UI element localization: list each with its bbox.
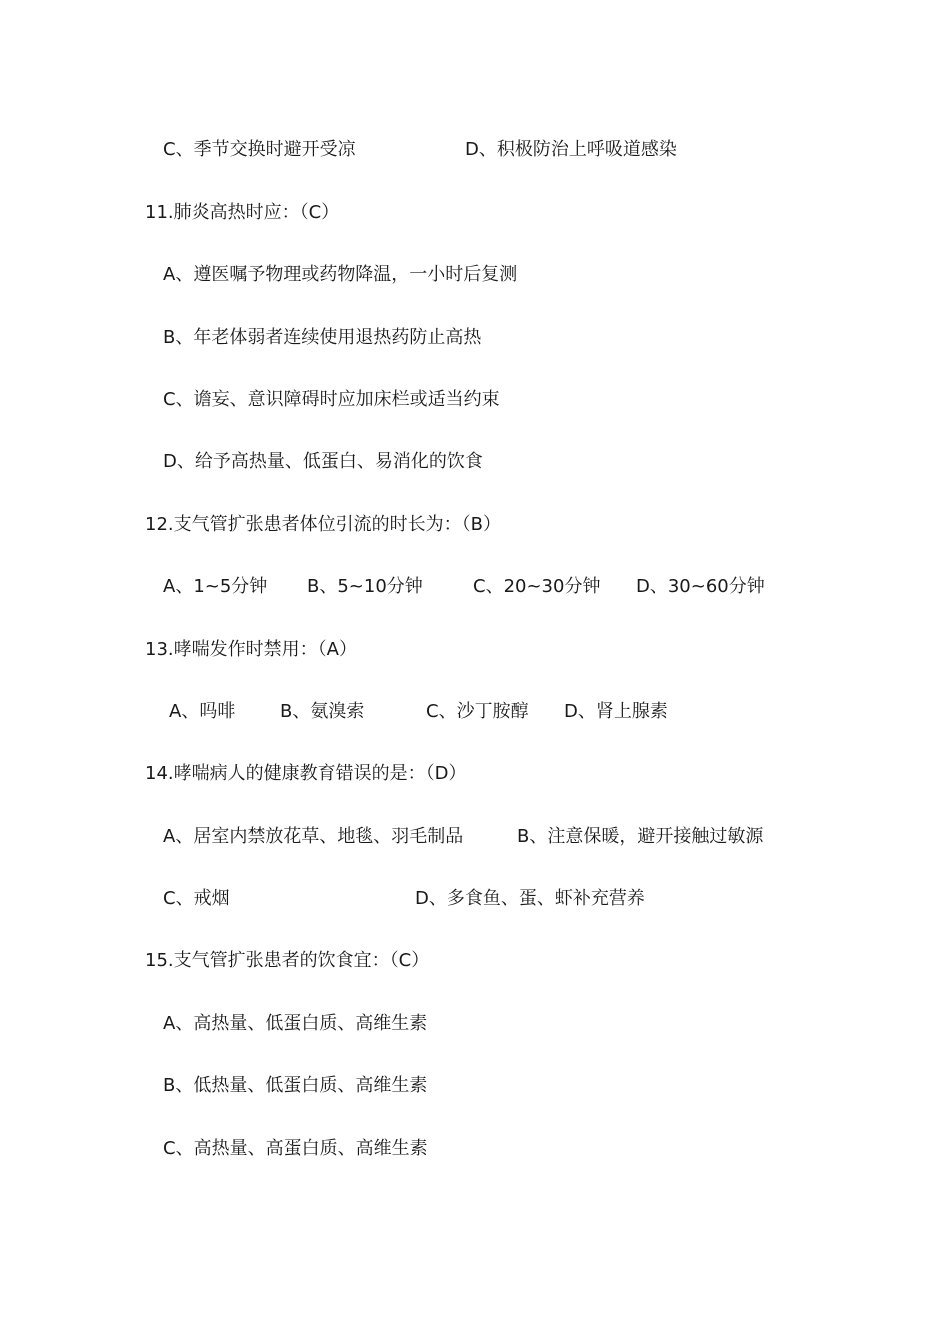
q15-option-c: C、高热量、高蛋白质、高维生素 xyxy=(163,1138,428,1159)
q12-option-d: D、30~60分钟 xyxy=(636,576,765,597)
q15-option-a: A、高热量、低蛋白质、高维生素 xyxy=(163,1013,428,1034)
q14-option-a: A、居室内禁放花草、地毯、羽毛制品 xyxy=(163,826,464,847)
q12-option-b: B、5~10分钟 xyxy=(307,576,423,597)
q13-option-d: D、肾上腺素 xyxy=(564,701,668,722)
q12-option-c: C、20~30分钟 xyxy=(473,576,601,597)
q13-option-b: B、氨溴索 xyxy=(280,701,365,722)
q14-option-d: D、多食鱼、蛋、虾补充营养 xyxy=(415,888,645,909)
q13-stem: 13.哮喘发作时禁用：（A） xyxy=(145,639,357,660)
q13-option-c: C、沙丁胺醇 xyxy=(426,701,529,722)
q11-option-d: D、给予高热量、低蛋白、易消化的饮食 xyxy=(163,451,483,472)
q15-option-b: B、低热量、低蛋白质、高维生素 xyxy=(163,1075,428,1096)
q12-option-a: A、1~5分钟 xyxy=(163,576,268,597)
q11-option-a: A、遵医嘱予物理或药物降温，一小时后复测 xyxy=(163,264,518,285)
q12-stem: 12.支气管扩张患者体位引流的时长为：（B） xyxy=(145,514,501,535)
q14-option-c: C、戒烟 xyxy=(163,888,230,909)
q14-option-b: B、注意保暖，避开接触过敏源 xyxy=(517,826,764,847)
q11-option-b: B、年老体弱者连续使用退热药防止高热 xyxy=(163,327,482,348)
q15-stem: 15.支气管扩张患者的饮食宜：（C） xyxy=(145,950,430,971)
q11-stem: 11.肺炎高热时应：（C） xyxy=(145,202,340,223)
q11-option-c: C、谵妄、意识障碍时应加床栏或适当约束 xyxy=(163,389,500,410)
q13-option-a: A、吗啡 xyxy=(169,701,236,722)
q10-option-c: C、季节交换时避开受凉 xyxy=(163,139,356,160)
q10-option-d: D、积极防治上呼吸道感染 xyxy=(465,139,677,160)
q14-stem: 14.哮喘病人的健康教育错误的是：（D） xyxy=(145,763,467,784)
